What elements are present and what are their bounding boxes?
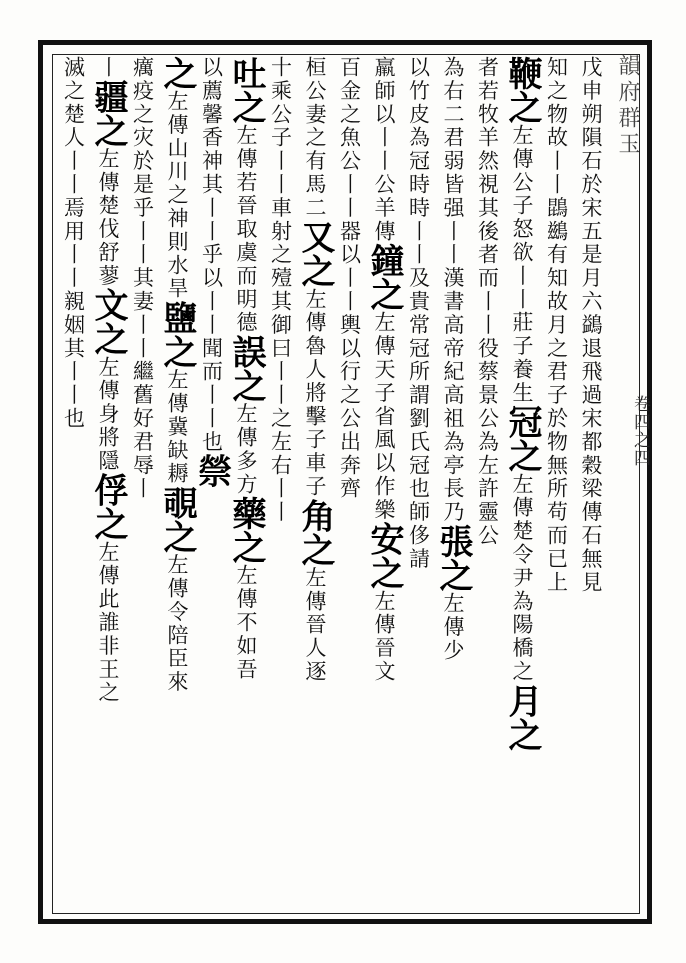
annotation-text: 丨: [96, 56, 120, 80]
annotation-text: 左傳冀缺耨: [165, 368, 189, 486]
annotation-text: 左傳令陪臣來: [165, 553, 189, 695]
headword: 冠之: [502, 404, 542, 473]
annotation-text: 百金之魚公丨丨: [337, 56, 362, 220]
annotation-text: 左傳多方: [234, 402, 258, 497]
text-column: [470, 56, 505, 906]
annotation-text: 左傳楚令尹為陽橋之: [510, 472, 534, 684]
annotation-text: 左傳公子怒欲丨丨莊子養生: [510, 124, 534, 405]
annotation-text: 左傳天子省風以作樂: [372, 311, 396, 522]
annotation-text: 戊申朔隕石於宋五是月六鷁退飛過宋都穀梁傳石無: [579, 56, 603, 571]
headword: 月之: [502, 683, 542, 752]
headword: 誤之: [226, 334, 266, 403]
annotation-text: 焉用丨丨: [61, 196, 86, 291]
annotation-text: 滅之楚人丨丨: [61, 56, 86, 197]
headword: 安之: [364, 521, 404, 590]
annotation-text: 器以丨丨輿以行之: [337, 219, 362, 408]
text-columns: [56, 56, 608, 906]
annotation-text: 左傳此誰非王之: [96, 540, 120, 705]
headword: 張之: [433, 524, 473, 592]
text-column: [574, 56, 609, 906]
text-column: [88, 56, 128, 906]
headword: 疆之: [88, 79, 128, 148]
headword: 鹽之: [157, 300, 197, 369]
annotation-text: 公出奔齊: [337, 407, 362, 501]
annotation-text: 左傳晉文: [372, 589, 396, 684]
annotation-text: 見: [579, 570, 603, 595]
text-column: [295, 56, 335, 906]
text-column: [226, 56, 266, 906]
text-column: [539, 56, 574, 906]
volume-label: 卷四之四: [630, 395, 650, 467]
annotation-text: 左傳若晉取虞而明德: [234, 124, 258, 335]
text-column: [364, 56, 404, 906]
annotation-text: 之左右丨丨: [268, 407, 293, 525]
annotation-text: 羸師以丨丨公羊傳: [372, 56, 396, 244]
annotation-text: 役蔡景公為左許靈公: [475, 336, 500, 548]
headword: 又之: [295, 219, 335, 288]
page-title-fragment: 韻府群玉: [615, 54, 640, 158]
headword: 鐘之: [364, 243, 404, 312]
headword: 禜: [191, 453, 232, 488]
annotation-text: 左傳身將隱: [96, 355, 120, 473]
annotation-text: 為右二君弱皆强丨丨漢書高帝紀高祖為亭長乃: [441, 56, 465, 524]
annotation-text: 聞而丨丨也: [199, 336, 224, 454]
text-column: [401, 56, 436, 906]
annotation-text: 者若牧羊然視其後者而丨丨: [475, 56, 500, 337]
headword: 文之: [88, 287, 128, 356]
annotation-text: 左傳少: [441, 592, 465, 663]
annotation-text: 其妻丨丨: [130, 266, 155, 361]
text-column: [433, 56, 473, 906]
text-column: [125, 56, 160, 906]
text-column: [263, 56, 298, 906]
annotation-text: 師侈請: [406, 500, 431, 571]
headword: 覗之: [157, 485, 197, 554]
annotation-text: 十乘公子丨丨: [268, 56, 293, 197]
annotation-text: 桓公妻之有馬二: [303, 56, 327, 220]
headword: 鞭之: [502, 56, 542, 124]
annotation-text: 左傳晉人逐: [303, 566, 327, 684]
annotation-text: 繼舊好君辱丨: [130, 360, 155, 501]
headword: 角之: [295, 498, 335, 567]
headword: 藥之: [226, 496, 266, 565]
text-column: [56, 56, 91, 906]
annotation-text: 癘疫之灾於是乎丨丨: [130, 56, 155, 267]
annotation-text: 親姻其丨丨也: [61, 290, 86, 431]
text-column: [191, 56, 232, 906]
headword: 之: [157, 56, 197, 90]
headword: 吐之: [226, 56, 266, 124]
annotation-text: 知之物故丨丨鵾鷀有知故月之君子於物無所苟而已: [544, 56, 569, 571]
annotation-text: 左傳不如吾: [234, 564, 258, 682]
annotation-text: 左傳山川之神則水旱: [165, 90, 189, 301]
annotation-text: 上: [544, 570, 569, 595]
headword: 俘之: [88, 472, 128, 541]
text-column: [502, 56, 542, 906]
annotation-text: 左傳魯人將擊子車子: [303, 287, 327, 499]
annotation-text: 以薦馨香神其丨丨乎: [199, 56, 224, 267]
annotation-text: 車射之殪其御曰丨丨: [268, 196, 293, 408]
annotation-text: 以丨丨: [199, 266, 224, 337]
annotation-text: 以竹皮為冠時時丨丨及貴常冠所謂劉氏冠也: [406, 56, 431, 501]
text-column: [157, 56, 197, 906]
annotation-text: 左傳楚伐舒蓼: [96, 147, 120, 288]
text-column: [332, 56, 367, 906]
